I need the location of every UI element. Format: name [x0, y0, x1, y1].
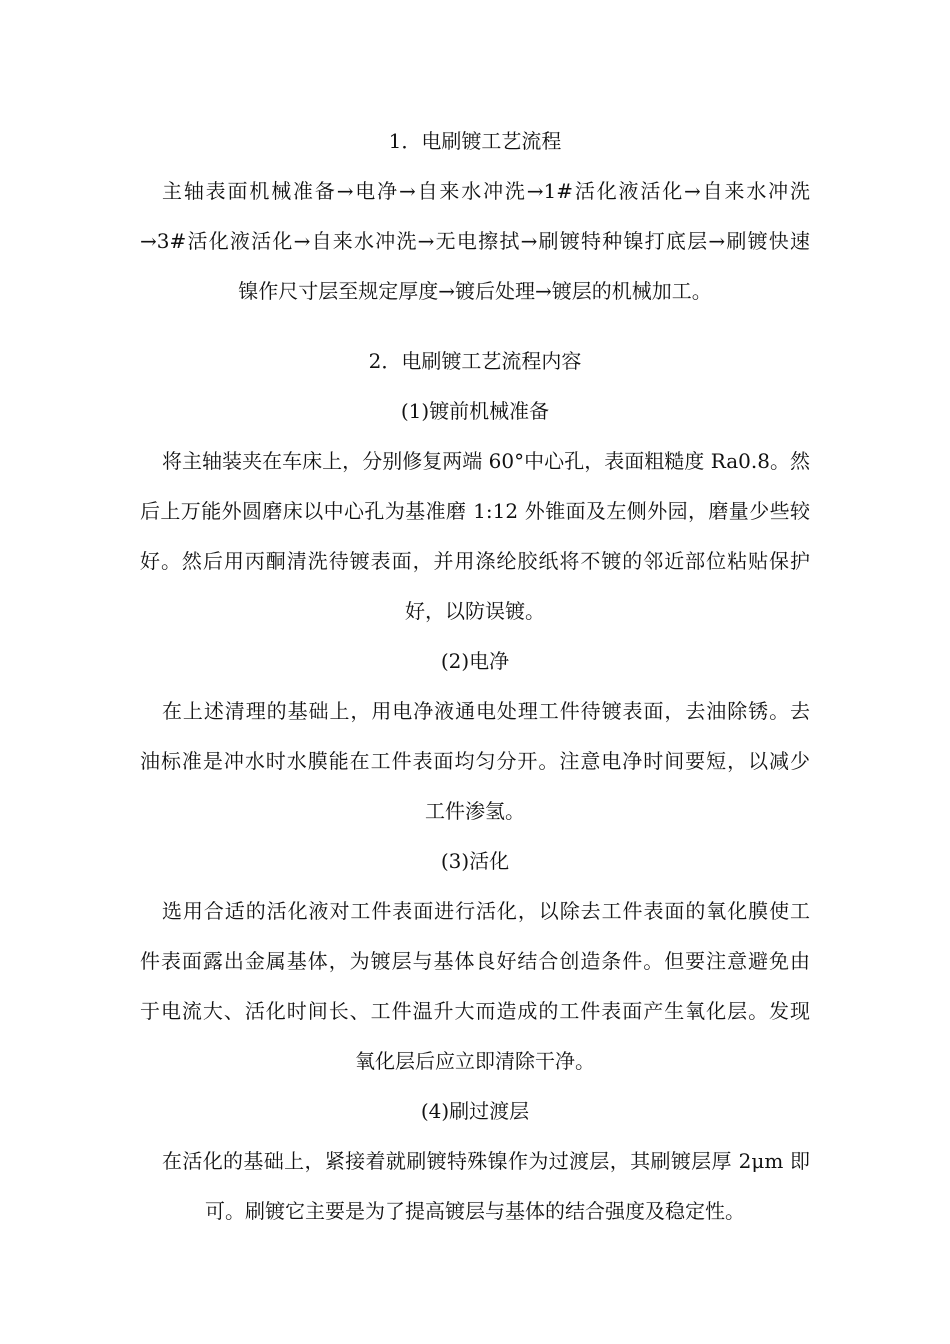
step-3-line-1: 选用合适的活化液对工件表面进行活化，以除去工件表面的氧化膜使工 — [162, 899, 810, 923]
step-1-line-1: 将主轴装夹在车床上，分别修复两端 60°中心孔，表面粗糙度 Ra0.8。然 — [162, 449, 810, 473]
section-2-heading: 2．电刷镀工艺流程内容 — [368, 349, 582, 373]
step-1-title: (1)镀前机械准备 — [400, 399, 550, 423]
flow-line-2: →3#活化液活化→自来水冲洗→无电擦拭→刷镀特种镍打底层→刷镀快速 — [140, 229, 810, 253]
step-3-line-2: 件表面露出金属基体，为镀层与基体良好结合创造条件。但要注意避免由 — [140, 949, 810, 973]
step-2-line-2: 油标准是冲水时水膜能在工件表面均匀分开。注意电净时间要短，以减少 — [140, 749, 810, 773]
document-page — [140, 116, 810, 1236]
step-2-line-1: 在上述清理的基础上，用电净液通电处理工件待镀表面，去油除锈。去 — [162, 699, 810, 723]
step-2-title: (2)电净 — [440, 649, 510, 673]
step-4-line-2: 可。刷镀它主要是为了提高镀层与基体的结合强度及稳定性。 — [205, 1199, 745, 1223]
flow-line-3: 镍作尺寸层至规定厚度→镀后处理→镀层的机械加工。 — [238, 279, 712, 303]
step-3-line-4: 氧化层后应立即清除干净。 — [355, 1049, 595, 1073]
step-3-title: (3)活化 — [440, 849, 510, 873]
step-4-line-1: 在活化的基础上，紧接着就刷镀特殊镍作为过渡层，其刷镀层厚 2μm 即 — [162, 1149, 810, 1173]
step-3-line-3: 于电流大、活化时间长、工件温升大而造成的工件表面产生氧化层。发现 — [140, 999, 810, 1023]
step-1-line-2: 后上万能外圆磨床以中心孔为基准磨 1:12 外锥面及左侧外园，磨量少些较 — [140, 499, 810, 523]
flow-line-1: 主轴表面机械准备→电净→自来水冲洗→1#活化液活化→自来水冲洗 — [162, 179, 810, 203]
step-1-line-3: 好。然后用丙酮清洗待镀表面，并用涤纶胶纸将不镀的邻近部位粘贴保护 — [140, 549, 810, 573]
step-4-title: (4)刷过渡层 — [420, 1099, 530, 1123]
step-2-line-3: 工件渗氢。 — [425, 799, 525, 823]
section-1-heading: 1．电刷镀工艺流程 — [388, 129, 562, 153]
step-1-line-4: 好，以防误镀。 — [405, 599, 545, 623]
